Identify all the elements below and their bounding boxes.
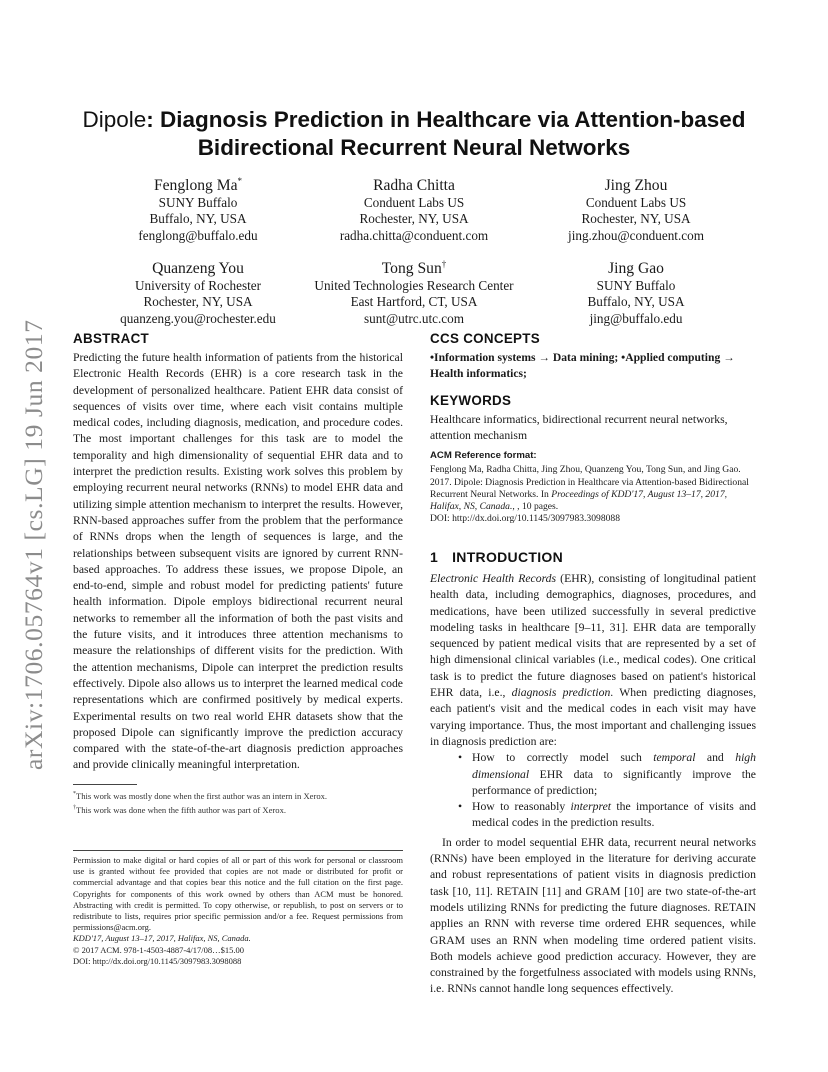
permission-doi: DOI: http://dx.doi.org/10.1145/3097983.3098088 (73, 955, 242, 966)
intro-p1-part-a: (EHR), consisting of longitudinal patient health data, including demographics, diagnoses, procedures, and medications, have been utilized successfully in several predictive modeling tasks in healthcare [9–11, 31]. EHR data are temporally sequenced by patient medical visits that are represented by a set of high dimensional clinical variables (i.e., medical codes). One critical task is to predict the future diagnoses based on patient's historical EHR data, i.e., (430, 572, 757, 700)
footnote-text: This work was mostly done when the first author was an intern in Xerox. (76, 790, 328, 801)
author-email: jing.zhou@conduent.com (568, 227, 704, 243)
acm-reference-heading: ACM Reference format: (430, 450, 537, 461)
author-mark: * (237, 176, 243, 186)
author-name: Jing Gao (608, 260, 664, 278)
author-email: sunt@utrc.utc.com (363, 310, 465, 326)
section-title: INTRODUCTION (452, 549, 564, 565)
permission-block (73, 850, 403, 967)
keywords-heading: KEYWORDS (430, 393, 512, 408)
footnote-text: This work was done when the fifth author was part of Xerox. (76, 805, 287, 816)
author-email: jing@buffalo.edu (589, 310, 683, 326)
author-mark: † (441, 259, 447, 269)
ccs-body (430, 350, 756, 383)
abstract-body (73, 350, 403, 774)
author-affiliation: Conduent Labs US (363, 195, 465, 211)
author-block-5 (284, 255, 544, 327)
author-location: Rochester, NY, USA (359, 211, 469, 227)
bullet-emphasis: high dimensional (472, 751, 756, 781)
author-location: Buffalo, NY, USA (149, 211, 247, 227)
author-affiliation: Conduent Labs US (585, 195, 687, 211)
footnote-rule (73, 784, 137, 785)
permission-venue: KDD'17, August 13–17, 2017, Halifax, NS, Canada. (73, 933, 251, 944)
list-item (472, 799, 756, 832)
bullet-text: How to reasonably (472, 800, 571, 814)
author-location: East Hartford, CT, USA (350, 294, 478, 310)
bullet-text: EHR data to significantly improve the performance of prediction; (472, 767, 756, 797)
acm-reference-text (430, 464, 756, 525)
author-affiliation: SUNY Buffalo (596, 278, 676, 294)
author-block-2 (284, 172, 544, 244)
author-affiliation: SUNY Buffalo (158, 195, 238, 211)
author-location: Rochester, NY, USA (581, 211, 691, 227)
title-line-1: Diagnosis Prediction in Healthcare via Attention-based (160, 107, 746, 132)
bullet-text: How to correctly model such (472, 751, 654, 765)
acm-reference-proceedings: Proceedings of KDD'17, August 13–17, 2017, Halifax, NS, Canada. (430, 488, 728, 512)
author-location: Rochester, NY, USA (143, 294, 253, 310)
ccs-heading: CCS CONCEPTS (430, 331, 540, 346)
author-name: Radha Chitta (373, 177, 455, 195)
acm-reference-block (430, 448, 756, 525)
bullet-emphasis: interpret (570, 800, 612, 814)
author-block-6 (506, 255, 766, 327)
author-name: Jing Zhou (604, 177, 668, 195)
intro-paragraph-2: In order to model sequential EHR data, recurrent neural networks (RNNs) have been employed in the literature for deriving accurate and robust representations of patient visits in diagnosis prediction task [10, 11]. RETAIN [11] and GRAM [10] are two state-of-the-art models utilizing RNNs for predicting the future diagnoses. RETAIN applies an RNN with reverse time ordered EHR sequences, while GRAM uses an RNN when modeling time ordered patient visits. Both models achieve good prediction accuracy. However, they are constrained by the forgetfulness associated with models using RNNs, i.e. RNNs cannot handle long sequences effectively. (430, 835, 756, 996)
permission-rule (73, 850, 403, 851)
keywords-body (430, 412, 756, 445)
acm-reference-tail: , , 10 pages. (512, 500, 559, 512)
title-prefix: Dipole (82, 107, 147, 132)
title-line-2: Bidirectional Recurrent Neural Networks (197, 135, 631, 160)
bullet-text: and (695, 751, 736, 765)
intro-term-ehr: Electronic Health Records (430, 572, 557, 585)
list-item (472, 750, 756, 799)
arxiv-identifier-stamp (18, 262, 48, 770)
footnote-mark: † (73, 805, 76, 812)
title-colon: : (146, 107, 160, 132)
author-location: Buffalo, NY, USA (587, 294, 685, 310)
intro-paragraph-1 (430, 571, 756, 750)
footnote-2 (73, 802, 403, 816)
author-name: Fenglong Ma (153, 177, 238, 195)
section-number: 1 (430, 549, 439, 565)
bullet-text: the importance of visits and medical codes in the prediction results. (472, 800, 756, 830)
author-name: Quanzeng You (152, 260, 244, 278)
abstract-heading: ABSTRACT (73, 331, 150, 346)
introduction-heading (430, 549, 563, 565)
author-email: fenglong@buffalo.edu (138, 227, 258, 243)
footnote-mark: * (73, 791, 76, 797)
bullet-emphasis: temporal (653, 751, 696, 765)
paper-title (60, 106, 768, 162)
permission-copyright: © 2017 ACM. 978-1-4503-4887-4/17/08…$15.00 (73, 944, 245, 955)
author-affiliation: University of Rochester (135, 278, 261, 294)
arxiv-identifier-text: arXiv:1706.05764v1 [cs.LG] 19 Jun 2017 (19, 319, 48, 770)
keywords-text: Healthcare informatics, bidirectional recurrent neural networks, attention mechanism (430, 413, 728, 443)
challenge-list (430, 750, 756, 831)
acm-reference-doi: DOI: http://dx.doi.org/10.1145/3097983.3098088 (430, 513, 621, 525)
ccs-text: •Information systems → Data mining; •Applied computing → Health informatics; (430, 351, 735, 381)
intro-p1-part-b: . When predicting diagnoses, each patient's visit and the medical codes in each visit may have varying importance. Thus, the most important and challenging issues in diagnosis prediction are: (430, 686, 756, 748)
author-email: radha.chitta@conduent.com (339, 227, 489, 243)
introduction-body (430, 571, 756, 998)
author-email: quanzeng.you@rochester.edu (120, 310, 276, 326)
footnotes (73, 784, 403, 817)
intro-term-diagnosis-prediction: diagnosis prediction (511, 686, 611, 700)
abstract-text: Predicting the future health information of patients from the historical Electronic Health Records (EHR) is a core research task in the development of personalized healthcare. Patient EHR data consist of sequences of visits over time, where each visit contains multiple medical codes, including diagnosis, medication, and procedure codes. The most important challenges for this task are to model the temporality and high dimensionality of sequential EHR data and to interpret the prediction results. Existing work solves this problem by employing recurrent neural networks (RNNs) to model EHR data and utilizing simple attention mechanism to interpret the results. However, RNN-based approaches suffer from the problem that the performance of RNNs drops when the length of sequences is large, and the relationships between subsequent visits are ignored by current RNN-based approaches. To address these issues, we propose Dipole, an end-to-end, simple and robust model for predicting patients' future health information. Dipole employs bidirectional recurrent neural networks to remember all the information of both the past visits and the future visits, and it introduces three attention mechanisms to measure the relationships of different visits for the prediction. With the attention mechanisms, Dipole can interpret the prediction results effectively. Dipole also allows us to interpret the learned medical code representations which are confirmed positively by medical experts. Experimental results on two real world EHR datasets show that the proposed Dipole can significantly improve the prediction accuracy compared with the state-of-the-art diagnosis prediction approaches and provide clinically meaningful interpretation. (73, 351, 403, 772)
footnote-1 (73, 788, 403, 802)
acm-reference-plain: Fenglong Ma, Radha Chitta, Jing Zhou, Quanzeng You, Tong Sun, and Jing Gao. 2017. Dipole: Diagnosis Prediction in Healthcare via Attention-based Bidirectional Recurrent Neural Networks. In (430, 464, 749, 500)
permission-text: Permission to make digital or hard copies of all or part of this work for personal or classroom use is granted without fee provided that copies are not made or distributed for profit or commercial advantage and that copies bear this notice and the full citation on the first page. Copyrights for components of this work owned by others than ACM must be honored. Abstracting with credit is permitted. To copy otherwise, or republish, to post on servers or to redistribute to lists, requires prior specific permission and/or a fee. Request permissions from permissions@acm.org. (73, 855, 403, 933)
author-name: Tong Sun (381, 260, 442, 278)
author-block-3 (506, 172, 766, 244)
author-affiliation: United Technologies Research Center (314, 278, 514, 294)
